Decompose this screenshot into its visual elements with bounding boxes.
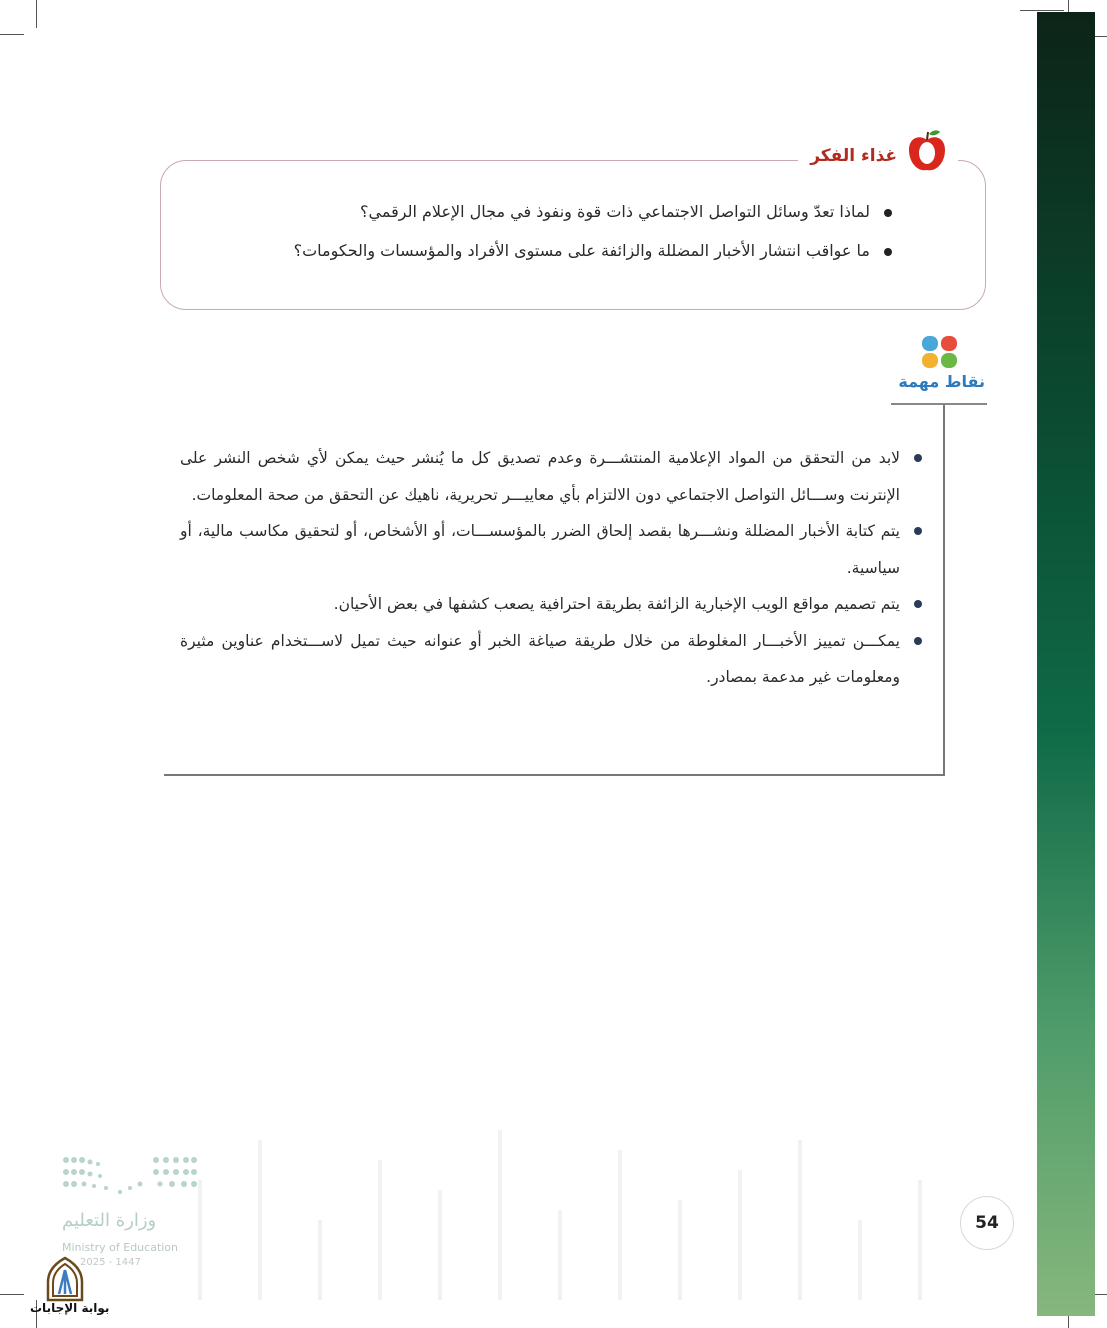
page-number: 54 [975, 1213, 999, 1233]
ministry-logo-dots-icon [60, 1152, 200, 1202]
points-title: نقاط مهمة [898, 372, 985, 391]
list-item: يتم تصميم مواقع الويب الإخبارية الزائفة بطريقة احترافية يصعب كشفها في بعض الأحيان. [180, 586, 900, 623]
side-color-bar [1037, 12, 1095, 1316]
site-label[interactable]: بوابة الإجابات [30, 1301, 110, 1315]
crop-mark [0, 1294, 24, 1295]
logo-badge-icon [44, 1256, 86, 1302]
think-question-text: لماذا تعدّ وسائل التواصل الاجتماعي ذات قوة ونفوذ في مجال الإعلام الرقمي؟ [360, 202, 870, 221]
page-number-ring [960, 1196, 1014, 1250]
watermark-pattern [180, 1100, 980, 1320]
list-item: لابد من التحقق من المواد الإعلامية المنتشـــرة وعدم تصديق كل ما يُنشر حيث يمكن لأي شخص النشر على الإنترنت وســـائل التواصل الاجتماعي دون الالتزام بأي معاييـــر تحريرية، ناهيك عن التحقق من صحة المعلومات. [180, 440, 900, 513]
list-item: يتم كتابة الأخبار المضللة ونشـــرها بقصد إلحاق الضرر بالمؤسســـات، أو الأشخاص، أو لتحقيق مكاسب مالية، أو سياسية. [180, 513, 900, 586]
crop-mark [1020, 10, 1064, 11]
ministry-year: 2025 - 1447 [80, 1257, 141, 1268]
apple-icon [905, 128, 949, 174]
clover-icon [920, 334, 960, 370]
think-question [294, 241, 892, 260]
points-frame-vertical [943, 405, 945, 776]
think-question [360, 202, 892, 221]
ministry-name-english: Ministry of Education [62, 1241, 179, 1254]
think-question-text: ما عواقب انتشار الأخبار المضللة والزائفة على مستوى الأفراد والمؤسسات والحكومات؟ [293, 241, 870, 260]
bullet-dot [884, 209, 892, 217]
crop-mark [0, 34, 24, 35]
list-item: يمكـــن تمييز الأخبـــار المغلوطة من خلال طريقة صياغة الخبر أو عنوانه حيث تميل لاســـتخدام عناوين مثيرة ومعلومات غير مدعمة بمصادر. [180, 623, 900, 696]
points-frame-horizontal [164, 774, 945, 776]
points-title-rule [891, 403, 987, 405]
points-list [180, 440, 900, 696]
think-title: غذاء الفكر [810, 146, 897, 166]
ministry-name-arabic: وزارة التعليم [62, 1210, 157, 1231]
crop-mark [36, 0, 37, 28]
bullet-dot [884, 248, 892, 256]
think-box [160, 160, 986, 310]
